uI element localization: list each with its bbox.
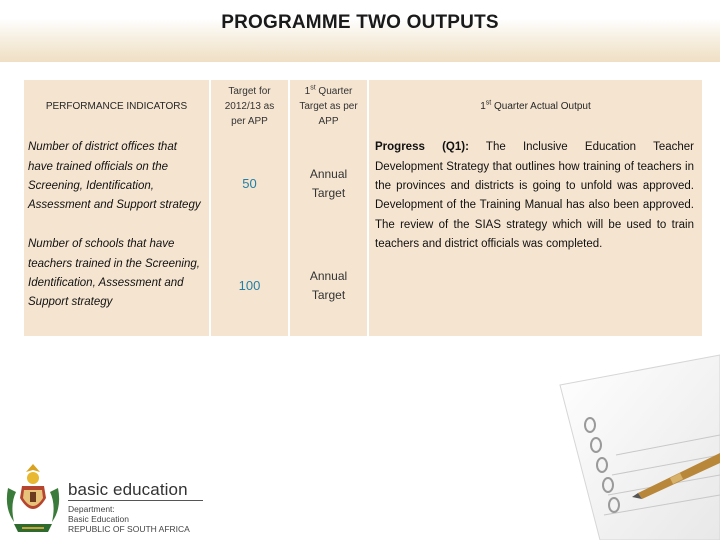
target-value: 50 — [211, 134, 288, 233]
actual-output-cell — [369, 134, 702, 336]
header-output-sup: st — [485, 99, 492, 107]
header-output-rest: Quarter Actual Output — [491, 100, 591, 112]
header-target — [211, 80, 288, 132]
logo-wordmark: basic education — [68, 480, 188, 499]
q1-target-line1: Annual — [309, 268, 348, 283]
progress-text: The Inclusive Education Teacher Development Strategy that outlines how training of teachers in the provinces and districts is going to unfold was approved. Development of the Training Manual has also been approved. The review of the SIAS strategy which will be used to train teachers and district officials was completed. — [375, 141, 694, 250]
q1-target-line2: Target — [311, 287, 346, 302]
progress-label: Progress (Q1): — [375, 141, 469, 154]
header-performance-indicators: PERFORMANCE INDICATORS — [24, 80, 209, 132]
logo-country: REPUBLIC OF SOUTH AFRICA — [68, 524, 190, 534]
header-q1-sup: st — [310, 84, 316, 92]
table-header-row — [24, 80, 702, 132]
indicator-cell: Number of district offices that have trained officials on the Screening, Identification, Assessment and Support strategy — [24, 134, 209, 233]
target-value: 100 — [211, 235, 288, 336]
q1-target-cell — [290, 235, 367, 336]
header-q1-line2: Target as per — [299, 100, 358, 112]
q1-target-line1: Annual — [309, 166, 348, 181]
header-target-line2: 2012/13 as — [224, 100, 275, 112]
header-q1-target — [290, 80, 367, 132]
coat-of-arms-icon — [0, 458, 66, 540]
header-q1-line1: Quarter — [315, 85, 353, 97]
outputs-table — [22, 80, 704, 336]
table-row — [24, 134, 702, 233]
logo-divider — [68, 500, 203, 501]
logo-department-name: Basic Education — [68, 514, 129, 524]
header-actual-output — [369, 80, 702, 132]
logo-department-label: Department: — [68, 504, 115, 514]
page-title: PROGRAMME TWO OUTPUTS — [221, 12, 499, 33]
header-q1-prefix: 1 — [304, 85, 311, 97]
header-q1-line3: APP — [318, 115, 339, 127]
header-target-line1: Target for — [228, 85, 271, 97]
notebook-pen-illustration-icon — [520, 345, 720, 540]
header-target-line3: per APP — [231, 115, 268, 127]
q1-target-cell — [290, 134, 367, 233]
q1-target-line2: Target — [311, 185, 346, 200]
header-output-prefix: 1 — [480, 100, 486, 112]
indicator-cell: Number of schools that have teachers trained in the Screening, Identification, Assessment and Support strategy — [24, 235, 209, 336]
